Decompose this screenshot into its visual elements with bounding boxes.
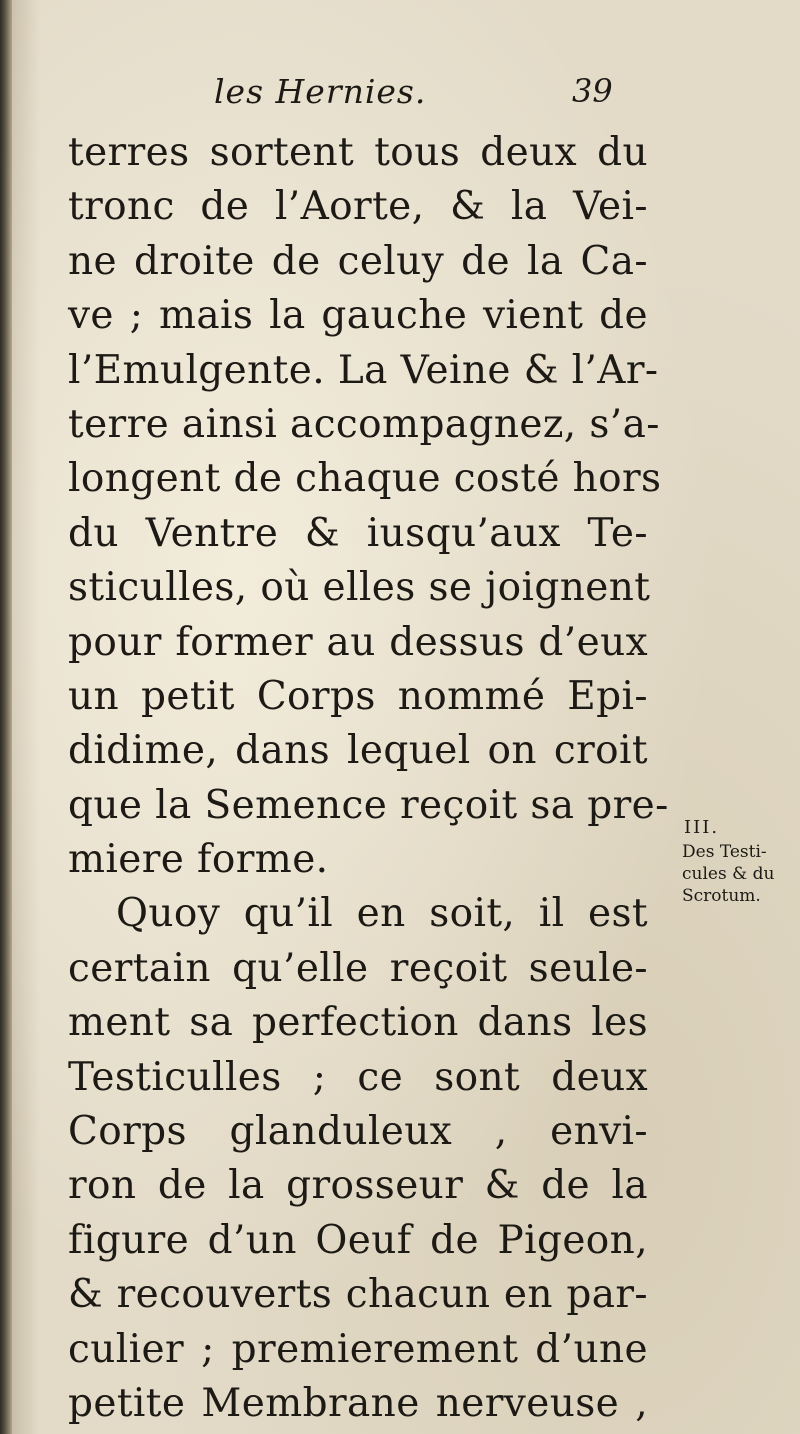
text-line: terres sortent tous deux du xyxy=(68,130,648,175)
text-line: didime, dans lequel on croit xyxy=(68,728,648,774)
body-text xyxy=(68,126,669,1431)
text-line: pour former au dessus d’eux xyxy=(68,619,648,665)
text-line: certain qu’elle reçoit seule- xyxy=(68,945,648,991)
text-line: ron de la grosseur & de la xyxy=(68,1163,648,1209)
running-title: les Hernies. xyxy=(214,72,427,111)
text-line: que la Semence reçoit sa pre- xyxy=(68,782,669,828)
text-line: Corps glanduleux , envi- xyxy=(68,1109,648,1155)
margin-note xyxy=(682,815,792,907)
text-line: un petit Corps nommé Epi- xyxy=(68,673,648,719)
text-line: l’Emulgente. La Veine & l’Ar- xyxy=(68,347,659,393)
text-line: longent de chaque costé hors xyxy=(68,456,662,502)
text-line: tronc de l’Aorte, & la Vei- xyxy=(68,184,648,230)
margin-note-line: Des Testi- xyxy=(682,842,767,862)
paragraph-start-line: Quoy qu’il en soit, il est xyxy=(116,891,648,937)
text-line: ve ; mais la gauche vient de xyxy=(68,293,648,339)
text-line: culier ; premierement d’une xyxy=(68,1326,648,1372)
text-line: terre ainsi accompagnez, s’a- xyxy=(68,401,660,447)
margin-note-line: Scrotum. xyxy=(682,886,761,906)
text-line: figure d’un Oeuf de Pigeon, xyxy=(68,1217,648,1263)
text-line: ne droite de celuy de la Ca- xyxy=(68,238,648,284)
paragraph-end-line: miere forme. xyxy=(68,837,329,883)
running-head xyxy=(68,66,648,126)
text-line: du Ventre & iusqu’aux Te- xyxy=(68,510,648,556)
margin-note-line: cules & du xyxy=(682,864,775,884)
text-line: ment sa perfection dans les xyxy=(68,1000,648,1046)
text-line: & recouverts chacun en par- xyxy=(68,1272,648,1318)
text-line: sticulles, où elles se joignent xyxy=(68,565,651,611)
page-number: 39 xyxy=(572,72,613,110)
book-page xyxy=(68,66,669,1431)
book-binding-edge xyxy=(0,0,12,1434)
text-line: petite Membrane nerveuse , xyxy=(68,1380,648,1426)
text-line: Testiculles ; ce sont deux xyxy=(68,1054,648,1100)
margin-note-number: III. xyxy=(684,817,720,838)
